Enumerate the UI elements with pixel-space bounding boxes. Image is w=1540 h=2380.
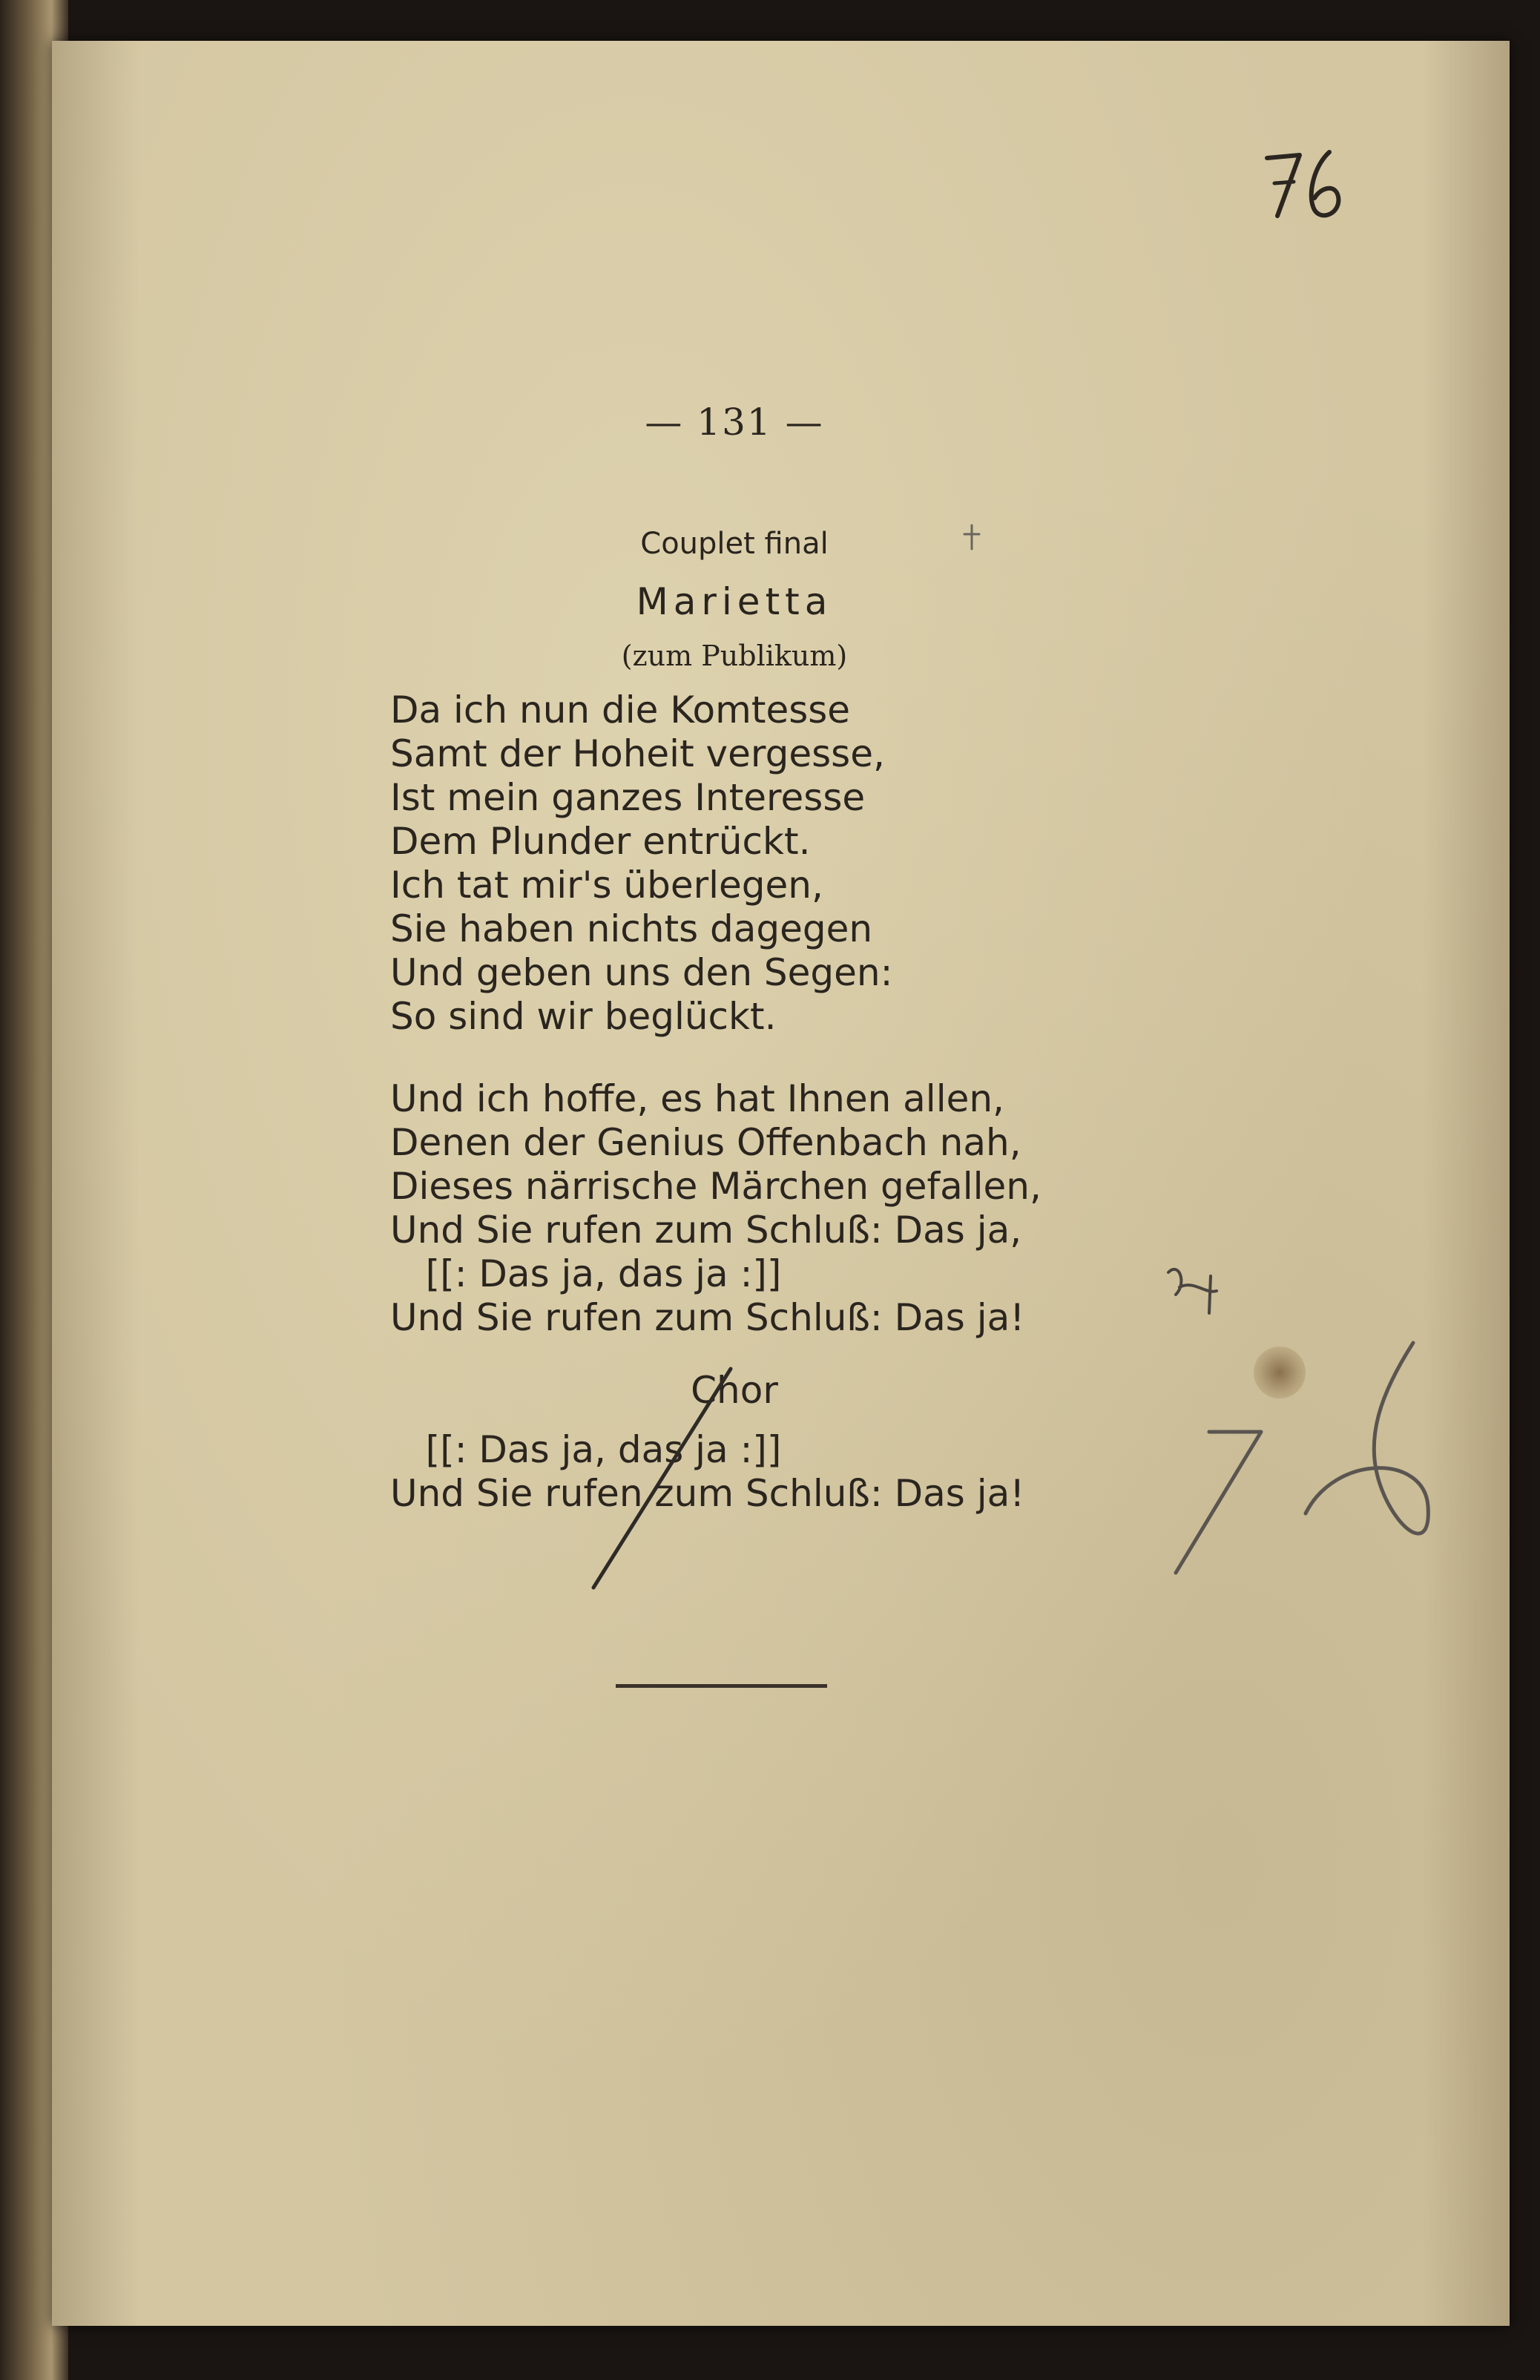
- verse-line: Und Sie rufen zum Schluß: Das ja!: [390, 1472, 1025, 1515]
- verse-line: So sind wir beglückt.: [390, 995, 777, 1038]
- verse-stanza-1: [390, 688, 1177, 1039]
- page-number: — 131 —: [645, 401, 824, 444]
- verse-line: Samt der Hoheit vergesse,: [390, 732, 885, 775]
- verse-line: Und geben uns den Segen:: [390, 951, 893, 994]
- ink-stain: [1254, 1347, 1306, 1398]
- verse-line: Ich tat mir's überlegen,: [390, 864, 823, 907]
- verse-stanza-3: [390, 1428, 1177, 1516]
- verse-line: [[: Das ja, das ja :]]: [390, 1428, 782, 1471]
- verse-line: Sie haben nichts dagegen: [390, 907, 873, 950]
- verse-stanza-2: [390, 1077, 1177, 1340]
- verse-line: Da ich nun die Komtesse: [390, 688, 851, 732]
- section-heading: Couplet final: [640, 527, 829, 561]
- verse-line: Und ich hoffe, es hat Ihnen allen,: [390, 1077, 1004, 1120]
- verse-line: Ist mein ganzes Interesse: [390, 776, 866, 819]
- chorus-label: Chor: [691, 1369, 778, 1412]
- verse-line: Dieses närrische Märchen gefallen,: [390, 1165, 1042, 1208]
- stage-direction: (zum Publikum): [621, 640, 848, 672]
- verse-line: Dem Plunder entrückt.: [390, 820, 811, 863]
- verse-line: Denen der Genius Offenbach nah,: [390, 1121, 1021, 1164]
- handwritten-folio-number: [1261, 145, 1350, 226]
- verse-line: Und Sie rufen zum Schluß: Das ja!: [390, 1296, 1025, 1339]
- speaker-name: Marietta: [636, 580, 833, 623]
- end-rule: [616, 1684, 827, 1688]
- verse-line: Und Sie rufen zum Schluß: Das ja,: [390, 1209, 1022, 1252]
- verse-line: [[: Das ja, das ja :]]: [390, 1252, 782, 1295]
